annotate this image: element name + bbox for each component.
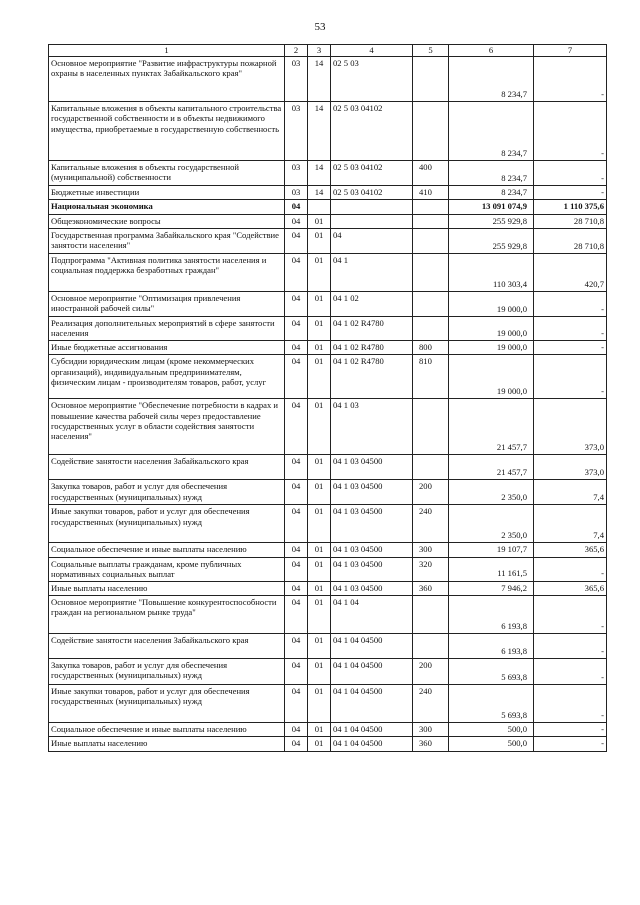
row-name-cell: Социальные выплаты гражданам, кроме публичных нормативных социальных выплат — [49, 557, 285, 581]
row-cell-col-3: 01 — [308, 722, 331, 736]
row-name-cell: Закупка товаров, работ и услуг для обеспечения государственных (муниципальных) нужд — [49, 658, 285, 684]
row-name-cell: Закупка товаров, работ и услуг для обеспечения государственных (муниципальных) нужд — [49, 480, 285, 505]
row-cell-col-2: 04 — [285, 291, 308, 316]
row-cell-col-5 — [413, 57, 449, 102]
table-row — [49, 253, 607, 291]
table-row — [49, 186, 607, 200]
row-cell-col-4: 02 5 03 04102 — [331, 161, 413, 186]
row-cell-col-4: 04 1 02 — [331, 291, 413, 316]
row-name-cell: Социальное обеспечение и иные выплаты населению — [49, 543, 285, 557]
row-cell-col-7: - — [534, 722, 607, 736]
row-cell-col-7: - — [534, 161, 607, 186]
row-cell-col-2: 04 — [285, 316, 308, 340]
row-cell-col-5: 400 — [413, 161, 449, 186]
row-cell-col-6: 19 107,7 — [449, 543, 534, 557]
table-row — [49, 684, 607, 722]
row-cell-col-6: 500,0 — [449, 722, 534, 736]
row-cell-col-7: - — [534, 340, 607, 354]
row-cell-col-5 — [413, 316, 449, 340]
row-cell-col-2: 04 — [285, 633, 308, 658]
row-cell-col-6: 2 350,0 — [449, 505, 534, 543]
row-cell-col-5 — [413, 595, 449, 633]
row-cell-col-3: 14 — [308, 57, 331, 102]
row-cell-col-7: - — [534, 658, 607, 684]
row-cell-col-4: 04 1 02 R4780 — [331, 355, 413, 399]
row-cell-col-5 — [413, 455, 449, 480]
table-row — [49, 340, 607, 354]
row-cell-col-2: 04 — [285, 658, 308, 684]
row-cell-col-4: 04 1 03 — [331, 399, 413, 455]
row-cell-col-2: 04 — [285, 505, 308, 543]
table-row — [49, 557, 607, 581]
row-cell-col-5: 410 — [413, 186, 449, 200]
row-cell-col-6: 5 693,8 — [449, 658, 534, 684]
row-cell-col-4 — [331, 200, 413, 214]
row-cell-col-4: 04 1 02 R4780 — [331, 340, 413, 354]
row-cell-col-2: 04 — [285, 581, 308, 595]
table-row — [49, 480, 607, 505]
row-cell-col-6: 110 303,4 — [449, 253, 534, 291]
table-row — [49, 722, 607, 736]
row-name-cell: Иные бюджетные ассигнования — [49, 340, 285, 354]
row-cell-col-5: 810 — [413, 355, 449, 399]
row-cell-col-6: 8 234,7 — [449, 57, 534, 102]
table-header-row — [49, 45, 607, 57]
table-row — [49, 161, 607, 186]
row-cell-col-2: 04 — [285, 214, 308, 228]
row-cell-col-4: 04 1 04 04500 — [331, 684, 413, 722]
row-cell-col-5 — [413, 253, 449, 291]
row-cell-col-4: 04 1 04 04500 — [331, 722, 413, 736]
row-cell-col-4: 04 1 03 04500 — [331, 543, 413, 557]
row-cell-col-3: 01 — [308, 340, 331, 354]
row-cell-col-6: 255 929,8 — [449, 214, 534, 228]
row-cell-col-7: 7,4 — [534, 480, 607, 505]
row-cell-col-7: - — [534, 291, 607, 316]
row-cell-col-7: 365,6 — [534, 581, 607, 595]
row-cell-col-5 — [413, 228, 449, 253]
row-cell-col-4: 04 1 04 04500 — [331, 737, 413, 751]
row-cell-col-2: 04 — [285, 253, 308, 291]
row-cell-col-3: 14 — [308, 102, 331, 161]
row-name-cell: Подпрограмма "Активная политика занятости населения и социальная поддержка безработных граждан" — [49, 253, 285, 291]
row-cell-col-2: 04 — [285, 480, 308, 505]
row-cell-col-5 — [413, 633, 449, 658]
row-cell-col-7: - — [534, 102, 607, 161]
row-cell-col-2: 04 — [285, 455, 308, 480]
row-cell-col-3: 01 — [308, 355, 331, 399]
row-cell-col-6: 6 193,8 — [449, 633, 534, 658]
row-name-cell: Содействие занятости населения Забайкальского края — [49, 455, 285, 480]
row-cell-col-3: 01 — [308, 505, 331, 543]
row-cell-col-6: 13 091 074,9 — [449, 200, 534, 214]
row-cell-col-7: 1 110 375,6 — [534, 200, 607, 214]
row-cell-col-3: 01 — [308, 455, 331, 480]
row-cell-col-4: 04 1 — [331, 253, 413, 291]
row-cell-col-5 — [413, 214, 449, 228]
row-cell-col-7: 365,6 — [534, 543, 607, 557]
row-cell-col-5 — [413, 200, 449, 214]
table-row — [49, 200, 607, 214]
header-col-6: 6 — [449, 45, 534, 57]
row-name-cell: Капитальные вложения в объекты капитального строительства государственной собственности и в объекты недвижимого имущества, приобретаемые в государственную собственность — [49, 102, 285, 161]
row-name-cell: Субсидии юридическим лицам (кроме некоммерческих организаций), индивидуальным предпринимателям, физическим лицам - производителям товаров, работ, услуг — [49, 355, 285, 399]
row-name-cell: Основное мероприятие "Повышение конкурентоспособности граждан на региональном рынке труда" — [49, 595, 285, 633]
row-cell-col-3: 01 — [308, 543, 331, 557]
row-cell-col-5: 200 — [413, 658, 449, 684]
row-cell-col-3: 01 — [308, 658, 331, 684]
row-name-cell: Основное мероприятие "Оптимизация привлечения иностранной рабочей силы" — [49, 291, 285, 316]
row-cell-col-6: 19 000,0 — [449, 316, 534, 340]
row-cell-col-5: 300 — [413, 722, 449, 736]
row-cell-col-4 — [331, 214, 413, 228]
row-cell-col-2: 04 — [285, 737, 308, 751]
row-cell-col-7: - — [534, 737, 607, 751]
row-cell-col-2: 03 — [285, 186, 308, 200]
row-cell-col-4: 02 5 03 04102 — [331, 186, 413, 200]
row-cell-col-2: 04 — [285, 722, 308, 736]
row-cell-col-2: 04 — [285, 355, 308, 399]
table-row — [49, 228, 607, 253]
row-cell-col-6: 8 234,7 — [449, 102, 534, 161]
row-name-cell: Национальная экономика — [49, 200, 285, 214]
row-cell-col-5: 240 — [413, 505, 449, 543]
row-cell-col-4: 04 1 03 04500 — [331, 480, 413, 505]
table-row — [49, 102, 607, 161]
row-cell-col-6: 2 350,0 — [449, 480, 534, 505]
row-cell-col-2: 04 — [285, 228, 308, 253]
row-cell-col-4: 02 5 03 04102 — [331, 102, 413, 161]
row-cell-col-2: 03 — [285, 161, 308, 186]
row-cell-col-5: 300 — [413, 543, 449, 557]
row-cell-col-5: 200 — [413, 480, 449, 505]
row-cell-col-3: 01 — [308, 316, 331, 340]
row-cell-col-2: 04 — [285, 399, 308, 455]
row-cell-col-4: 04 1 04 — [331, 595, 413, 633]
row-cell-col-7: 373,0 — [534, 399, 607, 455]
row-cell-col-5: 360 — [413, 737, 449, 751]
row-name-cell: Бюджетные инвестиции — [49, 186, 285, 200]
row-cell-col-6: 255 929,8 — [449, 228, 534, 253]
row-name-cell: Иные выплаты населению — [49, 581, 285, 595]
row-cell-col-6: 6 193,8 — [449, 595, 534, 633]
row-name-cell: Общеэкономические вопросы — [49, 214, 285, 228]
row-cell-col-2: 03 — [285, 57, 308, 102]
row-cell-col-3: 01 — [308, 684, 331, 722]
row-name-cell: Государственная программа Забайкальского края "Содействие занятости населения" — [49, 228, 285, 253]
row-cell-col-4: 04 1 03 04500 — [331, 581, 413, 595]
row-cell-col-2: 04 — [285, 557, 308, 581]
table-row — [49, 633, 607, 658]
row-name-cell: Содействие занятости населения Забайкальского края — [49, 633, 285, 658]
row-name-cell: Реализация дополнительных мероприятий в сфере занятости населения — [49, 316, 285, 340]
row-cell-col-5 — [413, 399, 449, 455]
row-cell-col-3: 01 — [308, 480, 331, 505]
row-cell-col-2: 04 — [285, 595, 308, 633]
row-cell-col-7: - — [534, 355, 607, 399]
row-name-cell: Основное мероприятие "Обеспечение потребности в кадрах и повышение качества рабочей силы через предоставление государственных услуг в области содействия занятости населения" — [49, 399, 285, 455]
row-cell-col-7: - — [534, 595, 607, 633]
row-cell-col-3: 14 — [308, 186, 331, 200]
row-cell-col-6: 8 234,7 — [449, 161, 534, 186]
row-name-cell: Основное мероприятие "Развитие инфраструктуры пожарной охраны в населенных пунктах Забайкальского края" — [49, 57, 285, 102]
row-cell-col-7: 28 710,8 — [534, 228, 607, 253]
row-cell-col-6: 21 457,7 — [449, 455, 534, 480]
row-cell-col-6: 5 693,8 — [449, 684, 534, 722]
table-row — [49, 737, 607, 751]
row-cell-col-4: 04 1 04 04500 — [331, 658, 413, 684]
row-name-cell: Капитальные вложения в объекты государственной (муниципальной) собственности — [49, 161, 285, 186]
header-col-2: 2 — [285, 45, 308, 57]
row-cell-col-4: 04 — [331, 228, 413, 253]
row-cell-col-3: 01 — [308, 557, 331, 581]
row-name-cell: Иные выплаты населению — [49, 737, 285, 751]
row-name-cell: Иные закупки товаров, работ и услуг для обеспечения государственных (муниципальных) нужд — [49, 505, 285, 543]
table-row — [49, 505, 607, 543]
row-cell-col-6: 21 457,7 — [449, 399, 534, 455]
header-col-4: 4 — [331, 45, 413, 57]
table-row — [49, 455, 607, 480]
budget-table — [48, 44, 607, 752]
row-cell-col-3: 01 — [308, 214, 331, 228]
row-cell-col-7: - — [534, 684, 607, 722]
row-cell-col-2: 03 — [285, 102, 308, 161]
header-col-5: 5 — [413, 45, 449, 57]
row-cell-col-4: 04 1 03 04500 — [331, 557, 413, 581]
table-row — [49, 399, 607, 455]
row-cell-col-4: 04 1 03 04500 — [331, 455, 413, 480]
row-cell-col-5: 800 — [413, 340, 449, 354]
row-cell-col-4: 04 1 02 R4780 — [331, 316, 413, 340]
row-cell-col-3: 01 — [308, 595, 331, 633]
row-cell-col-3: 01 — [308, 228, 331, 253]
header-col-1: 1 — [49, 45, 285, 57]
row-cell-col-5: 360 — [413, 581, 449, 595]
row-cell-col-5 — [413, 291, 449, 316]
row-cell-col-3 — [308, 200, 331, 214]
table-row — [49, 581, 607, 595]
page-number: 53 — [314, 21, 326, 33]
row-name-cell: Социальное обеспечение и иные выплаты населению — [49, 722, 285, 736]
row-cell-col-6: 19 000,0 — [449, 340, 534, 354]
row-cell-col-4: 04 1 04 04500 — [331, 633, 413, 658]
row-cell-col-6: 8 234,7 — [449, 186, 534, 200]
row-cell-col-5: 320 — [413, 557, 449, 581]
row-cell-col-2: 04 — [285, 200, 308, 214]
row-cell-col-4: 02 5 03 — [331, 57, 413, 102]
row-cell-col-7: 420,7 — [534, 253, 607, 291]
row-cell-col-7: 373,0 — [534, 455, 607, 480]
row-cell-col-6: 11 161,5 — [449, 557, 534, 581]
row-cell-col-2: 04 — [285, 684, 308, 722]
row-cell-col-7: - — [534, 633, 607, 658]
row-cell-col-3: 01 — [308, 633, 331, 658]
row-cell-col-3: 01 — [308, 253, 331, 291]
table-row — [49, 543, 607, 557]
row-cell-col-7: - — [534, 316, 607, 340]
row-cell-col-3: 01 — [308, 737, 331, 751]
row-cell-col-7: 28 710,8 — [534, 214, 607, 228]
table-row — [49, 57, 607, 102]
row-cell-col-7: - — [534, 186, 607, 200]
row-cell-col-7: - — [534, 557, 607, 581]
row-cell-col-7: 7,4 — [534, 505, 607, 543]
row-cell-col-2: 04 — [285, 543, 308, 557]
table-row — [49, 595, 607, 633]
row-cell-col-5 — [413, 102, 449, 161]
row-cell-col-5: 240 — [413, 684, 449, 722]
row-cell-col-3: 01 — [308, 291, 331, 316]
row-cell-col-6: 19 000,0 — [449, 291, 534, 316]
table-row — [49, 355, 607, 399]
row-cell-col-6: 7 946,2 — [449, 581, 534, 595]
row-cell-col-2: 04 — [285, 340, 308, 354]
table-row — [49, 316, 607, 340]
row-cell-col-3: 01 — [308, 399, 331, 455]
row-cell-col-4: 04 1 03 04500 — [331, 505, 413, 543]
row-name-cell: Иные закупки товаров, работ и услуг для обеспечения государственных (муниципальных) нужд — [49, 684, 285, 722]
table-body — [49, 57, 607, 752]
row-cell-col-3: 01 — [308, 581, 331, 595]
header-col-3: 3 — [308, 45, 331, 57]
table-row — [49, 214, 607, 228]
table-row — [49, 658, 607, 684]
header-col-7: 7 — [534, 45, 607, 57]
row-cell-col-6: 500,0 — [449, 737, 534, 751]
row-cell-col-7: - — [534, 57, 607, 102]
table-row — [49, 291, 607, 316]
row-cell-col-6: 19 000,0 — [449, 355, 534, 399]
row-cell-col-3: 14 — [308, 161, 331, 186]
